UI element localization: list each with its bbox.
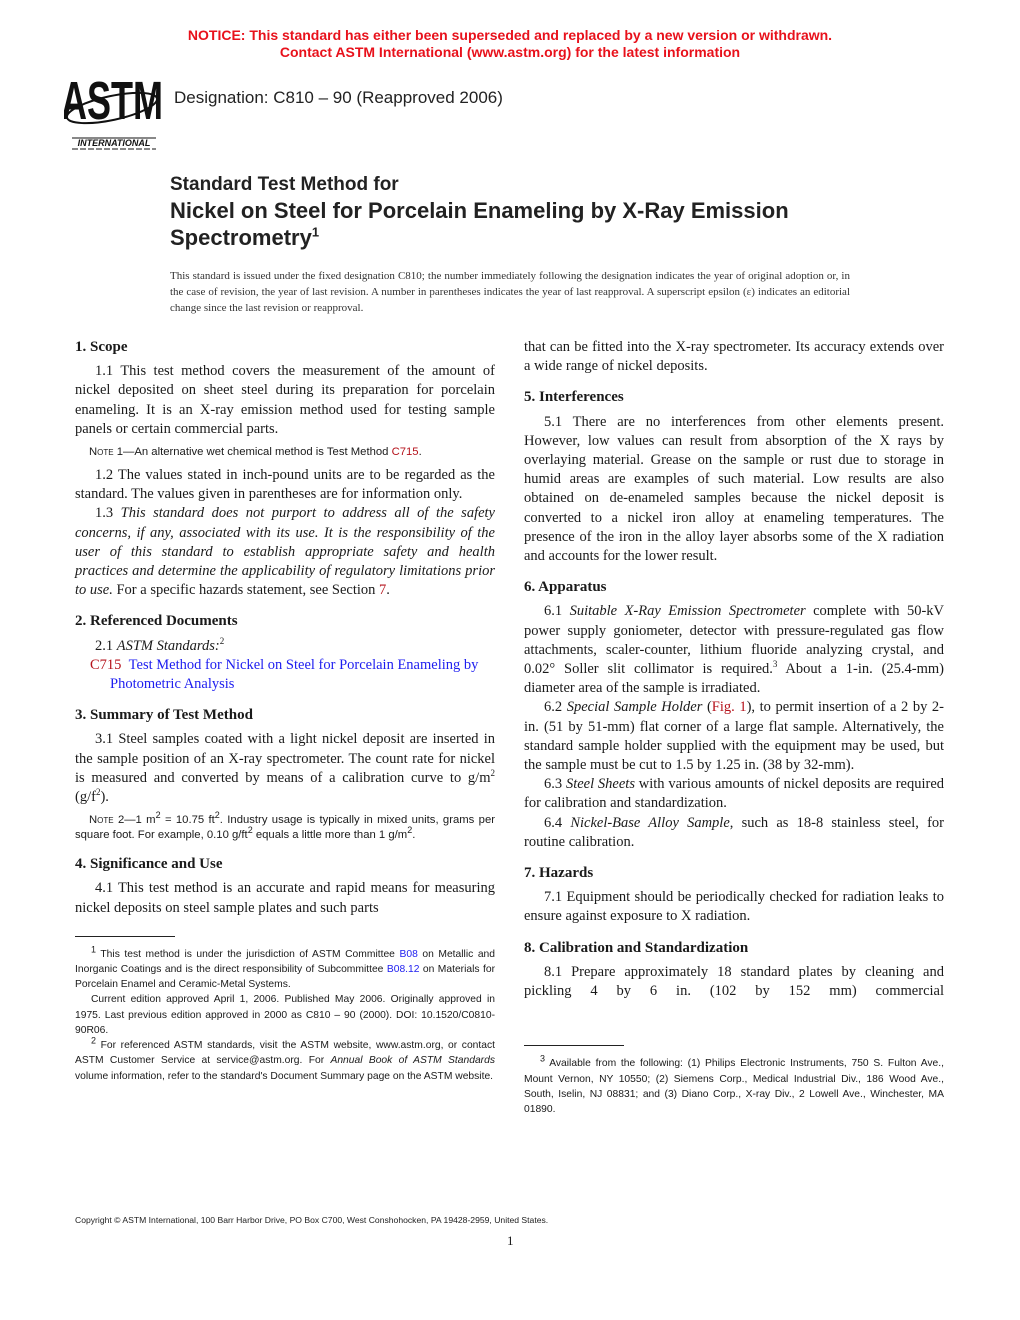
left-column — [75, 338, 495, 1084]
section-calibration — [524, 939, 944, 1002]
note-end: . — [418, 446, 422, 459]
astm-standards-label: ASTM Standards: — [116, 637, 220, 654]
note-text: —1 m — [124, 814, 156, 827]
fn-text: on Metallic and Inorganic Coatings and is the direct responsibility of Subcommittee — [75, 948, 495, 976]
paragraph-7-1: 7.1 Equipment should be periodically checked for radiation leaks to ensure against exposure to X radiation. — [524, 889, 944, 925]
safety-statement: This standard does not purport to address all of the safety concerns, if any, associated with its use. It is the responsibility of the user of this standard to establish appropriate safety and health practices and determine the applicability of regulatory limitations prior to use. — [75, 505, 495, 599]
sup: 2 — [214, 810, 220, 821]
link-section-7[interactable]: 7 — [379, 582, 387, 599]
paragraph-1-1: 1.1 This test method covers the measurement of the amount of nickel deposited on sheet steel during its preparation for porcelain enameling. It is an X-ray emission method used for testing sample panels or certain commercial parts. — [75, 363, 495, 437]
section-summary — [75, 706, 495, 843]
title-line-3 — [170, 224, 789, 251]
paragraph-2-1 — [75, 637, 495, 656]
footnote-mark: 3 — [540, 1053, 546, 1064]
para-num: 6.4 — [544, 814, 571, 831]
footnote-mark: 3 — [772, 659, 778, 670]
paragraph-6-3 — [524, 775, 944, 813]
paragraph-6-1 — [524, 602, 944, 698]
title-line-2: Nickel on Steel for Porcelain Enameling by X-Ray Emission — [170, 198, 789, 223]
paragraph-5-1: 5.1 There are no interferences from other elements present. However, low values can result from absorption of the X rays by overlaying material. Grease on the sample or rust due to storage in humid areas are examples of such material. Low results are also obtained on de-enameled samples because the nickel deposit is converted to a nickel iron alloy at enameling temperatures. The presence of the iron in the alloy layer absorbs some of the X radiation and accounts for the lower result. — [524, 413, 944, 565]
section-heading: 4. Significance and Use — [75, 856, 223, 873]
right-column — [524, 338, 944, 1117]
footnote-rule — [524, 1045, 624, 1046]
section-hazards — [524, 864, 944, 927]
section-significance-continued — [524, 338, 944, 376]
note-text: —An alternative wet chemical method is Test Method — [123, 446, 392, 459]
footnotes-right — [524, 1053, 944, 1117]
link-b08[interactable]: B08 — [399, 948, 418, 960]
para-text: ( — [702, 699, 712, 716]
section-heading: 8. Calibration and Standardization — [524, 939, 749, 956]
section-heading: 1. Scope — [75, 339, 128, 355]
note-label: Note 1 — [89, 446, 124, 459]
paragraph-6-2 — [524, 698, 944, 775]
section-heading: 2. Referenced Documents — [75, 613, 238, 630]
section-significance — [75, 855, 495, 918]
note-text: . — [412, 829, 416, 842]
para-text: , such as 18-8 stainless steel, for routine calibration. — [524, 814, 944, 850]
para-italic: Suitable X-Ray Emission Spectrometer — [569, 603, 806, 620]
paragraph-3-1 — [75, 730, 495, 807]
para-num: 6.1 — [544, 603, 570, 620]
svg-text:INTERNATIONAL: INTERNATIONAL — [77, 138, 151, 148]
para-text: with various amounts of nickel deposits are required for calibration and standardization. — [524, 776, 944, 812]
fn-text: This test method is under the jurisdiction of ASTM Committee — [96, 948, 400, 960]
section-scope — [75, 338, 495, 600]
intro-paragraph: This standard is issued under the fixed designation C810; the number immediately following the designation indicates the year of original adoption or, in the case of revision, the year of last revision. A number in parentheses indicates the year of last reapproval. A superscript epsilon (ε) indicates an editorial change since the last revision or reapproval. — [170, 270, 850, 314]
note-1 — [75, 445, 495, 460]
paragraph-1-3 — [75, 504, 495, 600]
para-num: 1.3 — [95, 505, 121, 522]
para-text: ). — [100, 789, 109, 806]
paragraph-4-1: 4.1 This test method is an accurate and rapid means for measuring nickel deposits on steel sample plates and such parts — [75, 880, 495, 916]
fn-text: on Materials for Porcelain Enamel and Ceramic-Metal Systems. — [75, 964, 495, 991]
para-num: 6.2 — [544, 699, 567, 716]
section-heading: 5. Interferences — [524, 389, 624, 406]
para-end: . — [386, 582, 390, 599]
svg-text:ASTM: ASTM — [64, 74, 163, 131]
ref-code[interactable]: C715 — [90, 656, 122, 673]
footnotes-left — [75, 944, 495, 1084]
designation: Designation: C810 – 90 (Reapproved 2006) — [174, 88, 503, 107]
para-text: complete with 50-kV power supply goniometer, detector with pressure-regulated gas flow attachments, scaler-counter, lithium fluoride analyzing crystal, and 0.02° Soller slit collimator is required. — [524, 603, 944, 678]
para-italic: Nickel-Base Alloy Sample — [570, 814, 730, 831]
astm-logo-icon — [64, 74, 164, 152]
page-number: 1 — [507, 1233, 514, 1248]
section-heading: 6. Apparatus — [524, 579, 607, 596]
para-text: 3.1 Steel samples coated with a light nickel deposit are inserted in the sample position of an X-ray spectrometer. The count rate for nickel is measured and converted by means of a calibration curve to g/m — [75, 731, 495, 786]
note-text: equals a little more than 1 g/m — [252, 829, 408, 842]
title-line-3-text: Spectrometry — [170, 225, 312, 250]
footnote-1-edition: Current edition approved April 1, 2006. Published May 2006. Originally approved in 1975. Last previous edition approved in 2000 as C810 – 90 (2000). DOI: 10.1520/C0810-90R06. — [75, 994, 495, 1036]
sup: 2 — [155, 810, 161, 821]
para-text: About a 1-in. (25.4-mm) diameter area of the sample is irradiated. — [524, 661, 944, 697]
paragraph-4-1-continued: that can be fitted into the X-ray spectrometer. Its accuracy extends over a wide range of nickel deposits. — [524, 339, 944, 375]
section-heading: 7. Hazards — [524, 865, 594, 882]
para-text: ), to permit insertion of a 2 by 2-in. (51 by 51-mm) flat corner of a large flat sample. Alternatively, the standard sample holder supplied with the equipment may be used, but the sample must be cut to 1.5 by 1.25 in. (38 by 32-mm). — [524, 699, 944, 774]
section-heading: 3. Summary of Test Method — [75, 707, 253, 724]
fn-text: volume information, refer to the standard's Document Summary page on the ASTM website. — [75, 1070, 494, 1082]
link-b08-12[interactable]: B08.12 — [386, 964, 420, 976]
footnote-2 — [75, 1035, 495, 1084]
link-fig-1[interactable]: Fig. 1 — [711, 699, 747, 716]
astm-logo — [64, 74, 164, 152]
para-italic: Special Sample Holder — [566, 699, 703, 716]
copyright-notice: Copyright © ASTM International, 100 Barr Harbor Drive, PO Box C700, West Conshohocken, PA 19428-2959, United States. — [75, 1215, 549, 1225]
para-text: For a specific hazards statement, see Section — [112, 582, 379, 599]
section-interferences — [524, 388, 944, 566]
para-num: 2.1 — [95, 637, 117, 654]
note-2 — [75, 810, 495, 843]
para-text: (g/f — [75, 789, 96, 806]
paragraph-1-2: 1.2 The values stated in inch-pound units are to be regarded as the standard. The values given in parentheses are for information only. — [75, 467, 495, 503]
notice-line-2: Contact ASTM International (www.astm.org) for the latest information — [279, 44, 741, 60]
footnote-3 — [524, 1053, 944, 1117]
footnote-1 — [75, 944, 495, 993]
sup: 2 — [407, 825, 413, 836]
para-italic: Steel Sheets — [565, 776, 635, 793]
fn-text: Available from the following: (1) Philips Electronic Instruments, 750 S. Fulton Ave., Mount Vernon, NY 10550; (2) Siemens Corp., Medical Industrial Div., 186 Wood Ave., South, Iselin, NJ 08831; and (3) Diano Corp., X-ray Div., 2 Lowell Ave., Winchester, MA 01890. — [524, 1058, 944, 1115]
link-c715[interactable]: C715 — [391, 446, 419, 459]
title-line-1: Standard Test Method for — [170, 174, 399, 195]
note-text: = 10.75 ft — [160, 814, 215, 827]
sup: 2 — [95, 787, 101, 798]
fn-text: For referenced ASTM standards, visit the ASTM website, www.astm.org, or contact ASTM Customer Service at service@astm.org. For — [75, 1040, 495, 1067]
section-referenced-documents — [75, 612, 495, 694]
note-text: . Industry usage is typically in mixed units, grams per square foot. For example, 0.10 g/ft — [75, 814, 495, 842]
note-label: Note 2 — [89, 814, 125, 827]
fn-italic: Annual Book of ASTM Standards — [330, 1055, 495, 1067]
sup: 2 — [490, 768, 495, 779]
footnote-mark: 2 — [91, 1035, 97, 1046]
paragraph-8-1: 8.1 Prepare approximately 18 standard plates by cleaning and pickling 4 by 6 in. (102 by 152 mm) commercial — [524, 963, 944, 1000]
notice-line-1: NOTICE: This standard has either been superseded and replaced by a new version or withdrawn. — [187, 27, 833, 43]
footnote-mark: 1 — [91, 944, 97, 955]
title-footnote-mark: 1 — [311, 224, 320, 240]
reference-c715[interactable] — [90, 656, 495, 694]
sup: 2 — [247, 825, 253, 836]
para-num: 6.3 — [544, 776, 566, 793]
footnote-mark: 2 — [219, 635, 225, 646]
paragraph-6-4 — [524, 814, 944, 852]
section-apparatus — [524, 578, 944, 852]
document-title — [170, 173, 789, 251]
withdrawal-notice — [0, 27, 1020, 61]
footnote-rule — [75, 936, 175, 937]
ref-title-link[interactable]: Test Method for Nickel on Steel for Porcelain Enameling by Photometric Analysis — [110, 656, 479, 693]
